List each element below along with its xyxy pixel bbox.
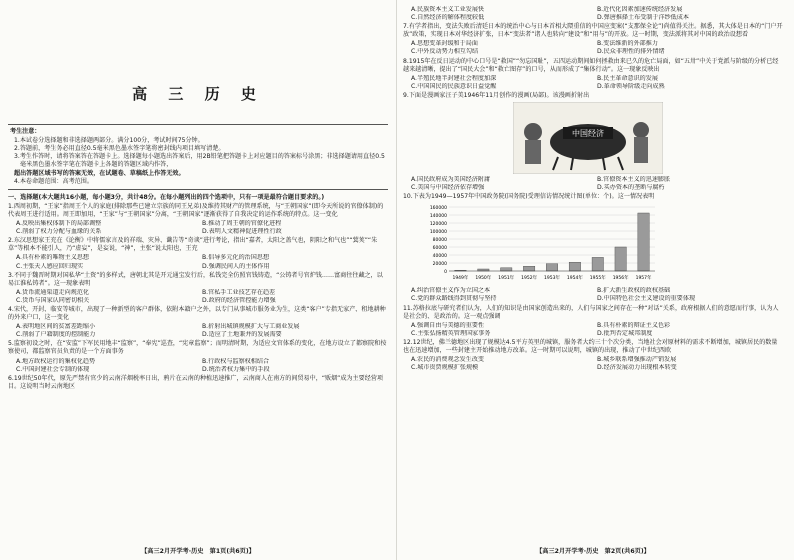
option[interactable]: B.折射出城镇规模扩大与工商业发展 <box>202 323 300 331</box>
question-stem: 9.下面是漫画家汪子美1946年11月创作的漫画(局部)。该漫画折射出 <box>403 91 590 99</box>
option[interactable]: B.倡导多元化的治国思想 <box>202 254 270 262</box>
option[interactable]: C.中国国民的民族意识日益觉醒 <box>411 82 497 90</box>
option[interactable]: A.思想变革封缓和于局面 <box>411 40 478 48</box>
column-divider <box>396 0 397 560</box>
y-tick-label: 80000 <box>432 238 447 244</box>
option[interactable]: B.近代化因素加速传统经济发展 <box>597 6 683 13</box>
option[interactable]: C.削弱了权力分配与血缘的关系 <box>16 228 102 236</box>
option[interactable]: A.地方政权运行的集权化趋势 <box>16 357 96 365</box>
question-options <box>16 289 388 305</box>
question-stem: 11.苏格拉底与研究者们认为，人们的知识是由国家创造出来的，人们与国家之间存在一种“对话”关系，政府根据人们的意愿而行事，认为人是社会的、是政治的。这一观点强调 <box>403 304 779 320</box>
option[interactable]: D.统治者权力集中的手段 <box>202 365 270 373</box>
question-stem: 7.有学者指出，变法失败后清廷日本的统治中心与日本首相大隈重信的中国应变案(“支那保全论”)尚值得关注。据悉，其大体是日本的“门户开放”政策，实现日本对华经济扩张，日本“变法者”诸人也转向“建设”和“用与”的开放。这一时期，变法派将其对中国的政治设想看 <box>403 23 783 39</box>
option[interactable]: A.具有朴素的唯物主义思想 <box>16 254 90 262</box>
notice-line: 1.本试卷分选择题和非选择题两部分。满分100分，考试时间75分钟。 <box>14 137 204 145</box>
x-tick-label: 1953年 <box>544 276 560 282</box>
question-options <box>16 323 388 339</box>
option[interactable]: A.民族资本主义工业发展快 <box>411 6 485 13</box>
x-tick-label: 1952年 <box>521 276 538 282</box>
option[interactable]: C.货币与国家认同密切相关 <box>16 296 90 304</box>
option[interactable]: A.货币流通渠道走向规范化 <box>16 288 90 296</box>
question-stem: 1.西周初期，“王家”指周王个人的家庭(排除那些已建立宗族的同王兄弟)及维持其财产的管理系统，与“王朝国家”(即今天所说的官僚体制)的代表周王进行适用。周王即加用，“王家”与“王朝国家”分离，“王朝国家”逐渐获得了自我决定的运作系统的特点。这一变化 <box>8 202 384 218</box>
question-stem: 3.不同于魏晋时期对国私华“土资”的多样式，唐朝北其是开元通宝发行后，私钱完全仿照官钱铸造，“公铸者号官炉钱……富商往往藏之，以易江淮私铸者”。这一现象表明 <box>8 271 383 287</box>
question-stem: 4.宋代，开封、临安等城市，出现了一种新型的客户群体，依附本籍户之外，以专门从事城市服务业为生，这类“客户”专指无家产、租地耕种的外来户口，这一变化 <box>8 305 386 322</box>
option[interactable]: A.半殖民地半封建社会程度加深 <box>411 74 497 82</box>
option[interactable]: B.官私手工业技艺存在趋差 <box>202 288 276 296</box>
cartoon-image <box>513 102 663 174</box>
option[interactable]: B.行政权与监察权相结合 <box>202 357 270 365</box>
question-stem: 10.下表为1949—1957年中国政务院(国务院)受理信访情况统计图(单位：个)。这一情况表明 <box>403 193 655 201</box>
option[interactable]: A.强调自由与美德的重要性 <box>411 321 485 329</box>
right-page <box>403 0 783 560</box>
y-tick-label: 140000 <box>429 214 447 220</box>
bar <box>546 264 557 271</box>
option[interactable]: D.表明人文精神促进理性行政 <box>202 228 282 236</box>
option[interactable]: B.变法维新的外部推力 <box>597 40 658 48</box>
question-stem: 12.12世纪，佛兰德地区出现了规模达4.5平方英里的城镇，服务者大约三十个次分类，当地社会对原材料的需求不断增加，城镇居民的数量也在迅速增加，一些封建主开始推动地方改革。这一时期可以说明，城镇的出现，推动了中世纪西欧 <box>403 338 778 354</box>
question-options <box>16 220 388 236</box>
exam-title: 高 三 历 史 <box>132 85 264 103</box>
option[interactable]: C.城市贵贾规模扩张规模 <box>411 364 479 372</box>
question-options <box>411 40 783 56</box>
option[interactable]: B.民主革命意识的发展 <box>597 74 658 82</box>
option[interactable]: A.反映出集权体制下的局部调整 <box>16 220 102 228</box>
x-tick-label: 1949年 <box>452 276 469 282</box>
option[interactable]: D.买办资本的垄断与腐朽 <box>597 184 665 192</box>
option[interactable]: A.纠治官僚主义作为立国之本 <box>411 287 491 295</box>
x-tick-label: 1950年 <box>475 276 492 282</box>
petition-bar-chart <box>415 203 665 285</box>
option[interactable]: D.批判否定城邦制度 <box>597 329 653 337</box>
y-tick-label: 120000 <box>429 222 447 228</box>
bar <box>615 247 626 271</box>
bar <box>592 258 603 272</box>
notice-box <box>8 124 388 190</box>
question-options <box>411 75 783 91</box>
page-footer: 【高三2月开学考·历史 第2页(共6页)】 <box>536 547 650 555</box>
bar <box>638 213 649 271</box>
notice-line-highlight: 超出答题区域书写的答案无效，在试题卷、草稿纸上作答无效。 <box>14 169 185 177</box>
option[interactable]: D.中国特色社会主义建设的重要体现 <box>597 295 696 303</box>
left-page <box>8 0 388 560</box>
question-options <box>16 254 388 270</box>
question-stem: 6.19世纪50年代，原先严禁有官少的云南洋烟税率日出，鸦片在云南的种植迅速推广，云南商人在南方的间贸易中，“贩烟”成为主要经营项目。这说明当时云南地区 <box>8 374 383 390</box>
option[interactable]: C.美国与中国经济依存增强 <box>411 184 485 192</box>
x-tick-label: 1951年 <box>498 276 515 282</box>
question-stem: 8.1915年在反日运动的中心口号是“救国”“勿忘国耻”，五四运动期间如何拯救由来已久的危亡局面，如“五卅”中关于党派与阶级的分析已经越来越清晰，提出了“国民大会”和“救亡图存”的口号，从而形成了“集体行动”。这一现象反映出 <box>403 57 779 73</box>
option[interactable]: D.民众非理性的排外情绪 <box>597 48 665 56</box>
y-tick-label: 60000 <box>432 246 447 252</box>
option[interactable]: C.中外反动势力相互勾结 <box>411 48 479 56</box>
option[interactable]: B.官僚资本主义的迅速膨胀 <box>597 176 671 184</box>
q9-options <box>411 176 783 192</box>
question-options <box>16 358 388 374</box>
notice-heading: 考生注意： <box>10 128 41 136</box>
bar <box>523 267 534 272</box>
notice-line: 2.答题前，考生务必用直径0.5毫米黑色墨水签字笔将密封线内项目填写清楚。 <box>14 145 225 153</box>
bar <box>501 268 512 271</box>
option[interactable]: D.强调民间人的主体作用 <box>202 262 270 270</box>
q6-options <box>411 6 783 22</box>
option[interactable]: A.表明地区间的贫富差距缩小 <box>16 323 96 331</box>
x-tick-label: 1955年 <box>589 276 606 282</box>
option[interactable]: B.城乡联系增强推动产销发展 <box>597 356 677 364</box>
cartoon-label: 中国经济 <box>572 129 604 139</box>
section-heading: 一、选择题(本大题共16小题，每小题3分，共计48分。在每小题列出的四个选项中，只有一项是最符合题目要求的。) <box>8 193 325 201</box>
y-tick-label: 160000 <box>429 206 447 212</box>
question-stem: 5.监察初设之时，在“安监”下军民用地丰“监察”，“奉宪”巡查，“宪章监察”；而明清时期，为适应文官体系的变化，在地方设立了都察院和按察使司，都监察官员负责的是一个方面事务 <box>8 340 387 356</box>
notice-line: 4.本卷命题范围：高考范围。 <box>14 177 93 185</box>
x-tick-label: 1957年 <box>635 276 652 282</box>
x-tick-label: 1956年 <box>612 276 629 282</box>
y-tick-label: 20000 <box>432 262 447 268</box>
y-tick-label: 0 <box>444 270 447 276</box>
option[interactable]: C.中国封建社会专制的体现 <box>16 365 90 373</box>
question-stem: 2.东汉思想家王充在《论衡》中将儒家言及的祥瑞、灾异、谶告等“奇谈”进行考论，指出“嘉者，太阳之盖气也，阴阳之和气也”“蓂荚”“朱草”等根本不能引人，乃“虚妄”，是妄说，“神”，主张“说太阳也，王充 <box>8 237 378 253</box>
page-footer: 【高三2月开学考·历史 第1页(共6页)】 <box>141 547 255 555</box>
option[interactable]: D.适应了土地兼并的发展需要 <box>202 331 282 339</box>
option[interactable]: C.自然经济的解体程度较低 <box>411 14 485 22</box>
q10-options <box>411 287 783 303</box>
option[interactable]: D.政府的经济管控能力增强 <box>202 296 276 304</box>
x-tick-label: 1954年 <box>566 276 583 282</box>
option[interactable]: C.主张弘扬精英管理国家事务 <box>411 329 491 337</box>
option[interactable]: D.弹唐推择土布受制于洋纱低成本 <box>597 14 689 22</box>
option[interactable]: C.削弱了户籍制度的控制能力 <box>16 331 96 339</box>
option[interactable]: D.经济发展动力出现根本转变 <box>597 364 677 372</box>
option[interactable]: C.主张天人感应回归现实 <box>16 262 84 270</box>
question-list <box>8 203 388 391</box>
option[interactable]: A.国民政府成为美国经济附庸 <box>411 176 491 184</box>
question-options <box>411 322 783 338</box>
option[interactable]: A.农民的消费观念发生改变 <box>411 356 485 364</box>
bar <box>569 263 580 272</box>
option[interactable]: B.推动了周王朝的官僚化进程 <box>202 220 282 228</box>
option[interactable]: D.革命领导阶级走向成熟 <box>597 82 665 90</box>
y-tick-label: 100000 <box>429 230 447 236</box>
question-list <box>403 23 783 91</box>
option[interactable]: C.党的群众路线得到贯彻与坚持 <box>411 295 497 303</box>
question-list <box>403 305 783 373</box>
option[interactable]: B.扩大新生政权的政权基础 <box>597 287 671 295</box>
y-tick-label: 40000 <box>432 254 447 260</box>
notice-line: 3.考生作答时，请将答案答在答题卡上。选择题每小题选出答案后，用2B铅笔把答题卡上对应题目的答案标号涂黑；非选择题请用直径0.5毫米黑色墨水签字笔在答题卡上各题的答题区域内作答， <box>14 153 385 169</box>
question-options <box>411 356 783 372</box>
option[interactable]: B.具有朴素的辩证主义色彩 <box>597 321 671 329</box>
